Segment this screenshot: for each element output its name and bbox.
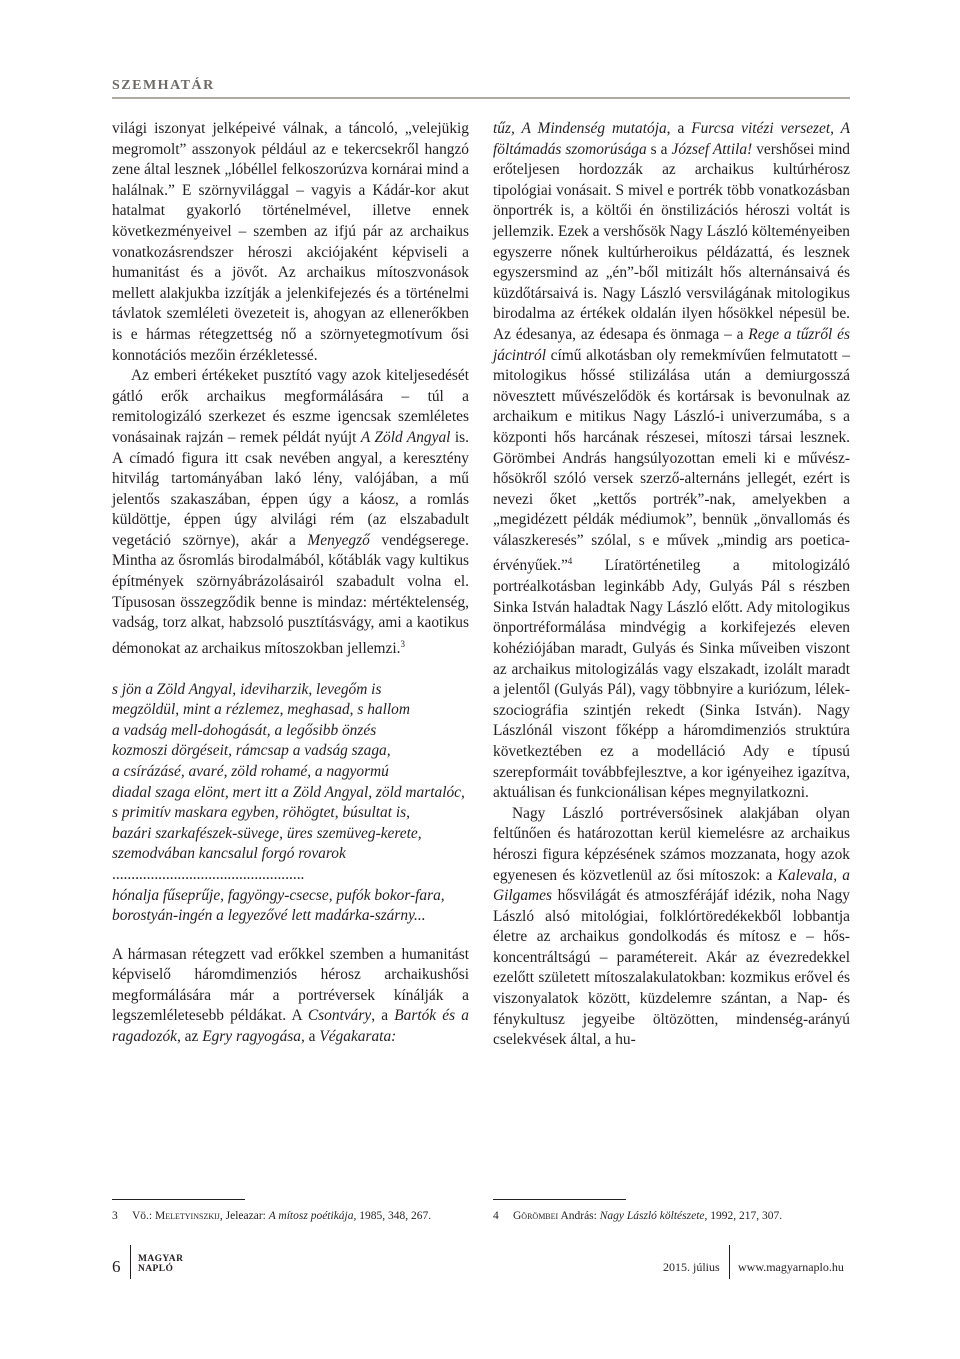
header-rule xyxy=(112,97,850,99)
text-run: Bartók és a ragadozók xyxy=(112,1007,469,1046)
text-run: A hármasan rétegzett vad erőkkel szemben a humanitást képviselő háromdimenziós hérosz archaikushősi megformálására már a portréversek kínálják a legszemléletesebb példákat. A xyxy=(112,945,469,1025)
footnote-text xyxy=(132,1210,431,1222)
left-column xyxy=(112,119,469,1048)
text-run: , a xyxy=(371,1007,395,1025)
text-run: Az emberi értékeket pusztító vagy azok kiteljesedését gátló erők archaikus megformálására – túl a remitologizáló szerkezet és eszme igencsak szemléletes vonásainak rajzán – remek példát nyújt xyxy=(112,367,469,446)
issue-date: 2015. július xyxy=(663,1260,720,1274)
poem-line: a csírázásé, avaré, zöld rohamé, a nagyormú xyxy=(112,762,389,780)
poem-line: hónalja fűseprűje, fagyöngy-csecse, pufók bokor-fara, xyxy=(112,886,445,904)
text-run: tűz, A Mindenség mutatója xyxy=(493,120,667,137)
poem-line: kozmoszi dörgéseit, rámcsap a vadság szaga, xyxy=(112,742,391,760)
logo-line-2: NAPLÓ xyxy=(138,1264,174,1274)
text-run: , 1992, 217, 307. xyxy=(704,1210,783,1222)
text-run: Meletyinszkij xyxy=(155,1210,220,1222)
text-run: András: xyxy=(558,1210,600,1222)
right-paragraph-2 xyxy=(493,804,850,1051)
text-run: című alkotásban oly remekmívűen felmutatott – mitologikus hőssé stilizálása után a demiurgosszá növesztett művészelődök és kortársak is bevonulnak az archaikum e mitikus Nagy László-i univerzumába, s a központi hős harcának részesei, mítoszi társai lesznek. Görömbei András hangsúlyozottan emeli ki e művész-hősökről szóló versek szerző-alternáns jellegét, ezért is nevezi őket „kettős portrék”-nak, amelyekben a „megidézett példák médiumok”, bennük „önvallomás és válaszkeresés” szólal, s e művek „mindig ars poetica-érvényűek.” xyxy=(493,346,850,575)
footnote-3 xyxy=(112,1209,431,1223)
text-run: Végakarata: xyxy=(319,1028,397,1046)
text-run: világi iszonyat jelképeivé válnak, a táncoló, „velejükig megromolt” asszonyok például az e tekercsekről hangzó zene által lesznek „lóbéllel felkoszorúzva kornárai mind a halálnak.” E szörnyvilággal – vagyis a Kádár-kor akut hatalmat gyakorló történelmével, illetve ennek következményeivel – szemben az ifjú pár az archaikus vonatkozásrendszer héroszi akciójaként képviseli a humanitást és a jövőt. Az archaikus mítoszvonások mellett alakjukba izzítják a jelenkifejezés és a történelmi távlatok szemléleti övezeteit is, ahogyan az ellenerőkben is e hármas rétegzettség nő a szörnyetegmotívum ősi konnotációs mezőin érzékletessé. xyxy=(112,120,469,364)
text-run: , Jeleazar: xyxy=(219,1210,269,1222)
footnote-rule-left xyxy=(112,1199,245,1200)
text-run: is. A címadó figura itt csak nevében angyal, a keresztény hitvilág tartományában lakó lény, valójában, a mű jelentős szakaszában, éppen úgy a káosz, a romlás küldöttje, éppen úgy alvilági rém (az elszabadult vegetáció szörnye), akár a xyxy=(112,428,469,549)
right-column xyxy=(493,119,850,1051)
left-paragraph-1 xyxy=(112,119,469,366)
poem-line: szemodvában kancsalul forgó rovarok xyxy=(112,845,346,863)
poem-stanza-2 xyxy=(112,886,469,927)
poem-line: megzöldül, mint a rézlemez, meghasad, s hallom xyxy=(112,701,410,719)
text-run: 4 xyxy=(567,556,573,567)
footnote-rule-right xyxy=(493,1199,626,1200)
text-run: Rege a tűzről és jácintról xyxy=(493,325,850,364)
right-paragraph-1 xyxy=(493,119,850,804)
text-run: vershősei mind erőteljesen hordozzák az archaikus kultúrhérosz tipológiai vonásait. S mivel e portrék több vonatkozásban önportrék is, a költői én önstilizációs héroszi voltát is jellemzik. Ezek a vershősök Nagy László költeményeiben egyszerre nőnek kultúrheroikus példázattá, és lesznek egyszersmind az „én”-ből mitizált hős alternánsaivá és küzdőtársaivá is. Nagy László versvilágának mitologikus birodalma az értékek oldalán ilyen hősökkel népesül be. Az édesanya, az édesapa és önmaga – a xyxy=(493,140,850,343)
left-paragraph-3 xyxy=(112,945,469,1048)
footnote-4 xyxy=(493,1209,782,1223)
poem-line: bazári szarkafészek-süvege, üres szemüveg-kerete, xyxy=(112,824,422,842)
text-run: Nagy László portréversősinek alakjában olyan feltűnően és határozottan kerül kiemelésre az archaikus héroszi figura képzésének számos mozzanata, hogy azok egyenesen és közvetlenül az ősi mítoszok: a xyxy=(493,804,850,884)
poem-quote xyxy=(112,680,469,927)
running-head: SZEMHATÁR xyxy=(112,78,215,93)
text-run: A Zöld Angyal xyxy=(360,428,451,446)
text-run: s a xyxy=(646,140,672,158)
text-run: Furcsa vitézi versezet, A föltámadás szomorúsága xyxy=(493,120,851,158)
text-run: Görömbei xyxy=(513,1210,559,1222)
text-run: A mítosz poétikája xyxy=(268,1210,354,1222)
text-run: 3 xyxy=(400,638,405,649)
website-link[interactable]: www.magyarnaplo.hu xyxy=(738,1260,844,1274)
left-paragraph-2 xyxy=(112,366,469,659)
logo-line-1: MAGYAR xyxy=(138,1254,184,1264)
poem-line: s primitív maskara egyben, röhögtet, búsultat is, xyxy=(112,804,410,822)
poem-ellipsis: .................................................. xyxy=(112,865,305,883)
poem-stanza-1 xyxy=(112,680,469,865)
text-run: Menyegző xyxy=(307,531,370,549)
text-run: Líratörténetileg a mitologizáló portréalkotásban leginkább Ady, Gulyás Pál s részben Sinka István haladtak Nagy László előtt. Ady mitologikus önportréformálása mindvégig a korkifejezés eleven kohéziójában maradt, Gulyás és Sinka műveiben viszont az archaikus mitologizálás vagy elszakadt, izolált maradt a jelentől (Gulyás Pál), vagy többnyire a kuriózum, lélek-szociográfia szintjén rekedt (Sinka István). Nagy Lászlónál viszont főképp a háromdimenziós struktúra következtében ez a modelláció Ady e típusú szerepformáit továbbfejlesztve, a kor igényeihez igazítva, aktuálisan és funkcionálisan képes megnyilatkozni. xyxy=(493,557,850,802)
text-run: vendégserege. Mintha az ősromlás birodalmából, kőtáblák vagy kultikus építmények szörnyábrázolásairól szabadult volna el. Típusosan összegződik benne is mindaz: mértéktelenség, vadság, torz alkat, habzsoló pusztításvágy, ami a kaotikus démonokat az archaikus mítoszokban jellemzi. xyxy=(112,531,469,657)
poem-line: a vadság mell-dohogását, a legősibb önzés xyxy=(112,721,377,739)
poem-line: borostyán-ingén a legyezővé lett madárka-szárny... xyxy=(112,907,426,925)
page-number: 6 xyxy=(112,1257,121,1276)
text-run: Nagy László költészete xyxy=(599,1210,705,1222)
footnote-text xyxy=(513,1210,782,1222)
footnote-number: 3 xyxy=(112,1210,118,1222)
text-run: , a xyxy=(666,120,692,137)
text-run: , 1985, 348, 267. xyxy=(353,1210,432,1222)
poem-line: s jön a Zöld Angyal, ideviharzik, levegőm is xyxy=(112,680,382,698)
text-run: Kalevala, a Gilgames xyxy=(493,866,850,905)
footer-separator-right xyxy=(729,1245,730,1279)
text-run: Csontváry xyxy=(307,1007,372,1025)
text-run: hősvilágát és atmoszférájáf idézik, noha Nagy László alsó mitológiai, folklórtöredékekből lobbantja életre az archaikus gondolkodás és mítosz e – hős-koncentráltságú – paramétereit. Akár az évezredekkel ezelőtt született mítoszalakulatokban: kozmikus erővel és viszonyalatok között, küzdelemre szántan, a Nap- és fénykultusz jegyeibe öltözötten, mindenség-arányú cselekvések által, a hu- xyxy=(493,887,850,1049)
text-run: Egry ragyogása xyxy=(202,1028,301,1046)
poem-line: diadal szaga elönt, mert itt a Zöld Angyal, zöld martalóc, xyxy=(112,783,465,801)
footer-separator-left xyxy=(130,1245,131,1279)
magazine-logo xyxy=(138,1254,183,1274)
text-run: Vö.: xyxy=(132,1210,155,1222)
text-run: József Attila! xyxy=(671,140,753,158)
text-run: , a xyxy=(300,1028,320,1046)
footnote-number: 4 xyxy=(493,1210,499,1222)
text-run: , az xyxy=(176,1028,203,1046)
